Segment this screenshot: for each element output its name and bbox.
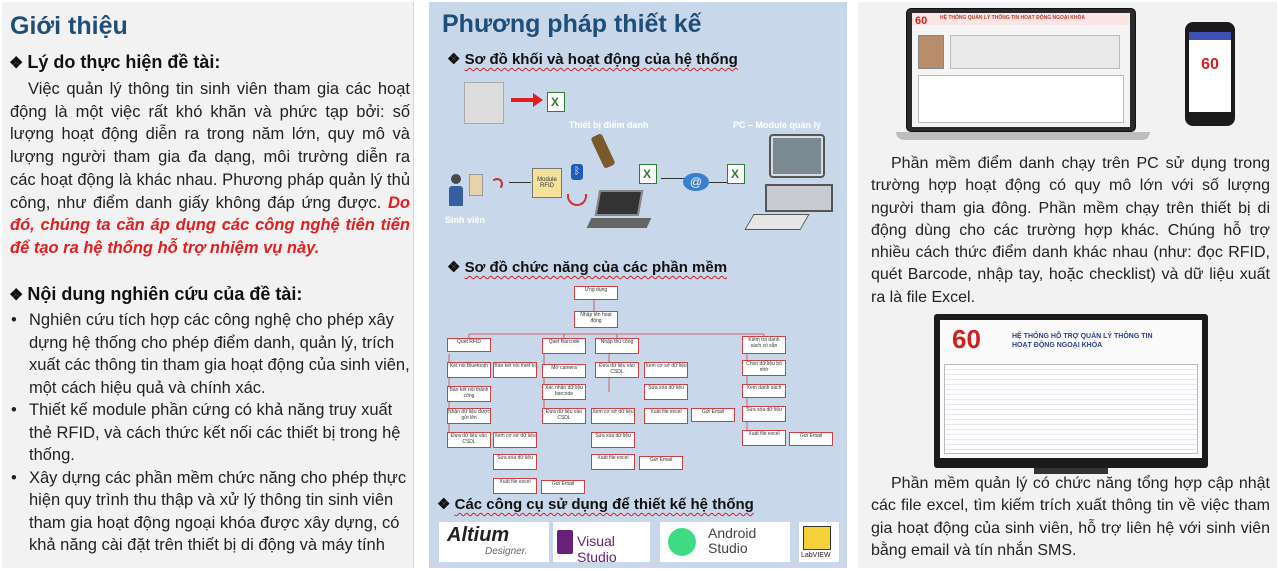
function-diagram-heading: ❖ Sơ đồ chức năng của các phần mềm <box>447 259 728 276</box>
block-diagram-heading: ❖ Sơ đồ khối và hoạt động của hệ thống <box>447 51 738 68</box>
rfid-module-box: Module RFID <box>532 168 562 198</box>
visual-studio-logo: Visual Studio <box>553 522 650 562</box>
design-panel <box>429 2 847 568</box>
flow-node: Sửa xóa dữ liệu <box>493 454 537 470</box>
student-label: Sinh viên <box>445 215 486 225</box>
flow-node: Kết nối Bluetooth <box>447 362 491 378</box>
flow-node: Đưa dữ liệu vào CSDL <box>542 408 586 424</box>
flow-node: Nhận dữ liệu được gửi lên <box>447 408 491 424</box>
flow-node: Xem cơ sở dữ liệu <box>644 362 688 378</box>
android-studio-icon <box>668 528 696 556</box>
arrow-line <box>509 182 531 183</box>
rfid-card-image <box>464 82 504 124</box>
signal-icon <box>491 178 503 190</box>
email-icon: @ <box>683 173 709 191</box>
flow-node: Gửi Email <box>691 408 735 422</box>
research-item: • Nghiên cứu tích hợp các công nghệ cho phép xây dựng hệ thống cho phép điểm danh, quản lý, trích xuất các thông tin tham gia hoạt động của sinh viên, một cách hiệu quả và chính xác. <box>8 309 412 399</box>
pc-label: PC – Module quản lý <box>733 120 822 130</box>
flow-node: Xác nhận dữ liệu barcode <box>542 384 586 400</box>
student-photo <box>918 35 944 69</box>
research-list <box>8 309 412 557</box>
intro-title: Giới thiệu <box>10 12 128 40</box>
phone-app-screen <box>1189 32 1231 112</box>
app-badge-icon: 60 <box>952 324 981 354</box>
diamond-bullet-icon: ❖ <box>9 287 24 304</box>
flow-node: Gửi Email <box>639 456 683 470</box>
data-grid <box>944 364 1198 454</box>
flow-node: Xuất file excel <box>493 478 537 494</box>
reason-heading: ❖ Lý do thực hiện đề tài: <box>9 52 221 72</box>
flow-node: Báo kết nối thành công <box>447 386 491 402</box>
flow-node: Nhập tên hoạt động <box>574 311 618 328</box>
usb-cable-icon <box>567 194 587 206</box>
flow-node: Sửa xóa dữ liệu <box>644 384 688 400</box>
flow-node: Xem cơ sở dữ liệu <box>591 408 635 424</box>
excel-icon <box>547 92 565 112</box>
tools-heading: ❖ Các công cụ sử dụng để thiết kế hệ thống <box>437 496 754 513</box>
reason-emphasis: Do đó, chúng ta cần áp dụng các công nghệ tiên tiến để tạo ra hệ thống hỗ trợ nhiệm vụ này. <box>10 193 410 257</box>
reason-paragraph: Việc quản lý thông tin sinh viên tham gia các hoạt động là một việc rất khó khăn và phức tạp bởi: số lượng hoạt động diễn ra trong năm lớn, quy mô và lượng người tham gia đa dạng, môi trường diễn ra các hoạt động là khác nhau. Phương pháp quản lý thủ công, như điểm danh giấy không đáp ứng được. Do đó, chúng ta cần áp dụng các công nghệ tiên tiến để tạo ra hệ thống hỗ trợ nhiệm vụ này. <box>10 80 410 257</box>
flow-node: Bản kết nối thiết bị <box>493 362 537 378</box>
arrow-right-icon <box>511 98 535 102</box>
flow-node: Mở camera <box>542 364 586 378</box>
flow-node: Ứng dụng <box>574 286 618 300</box>
diamond-bullet-icon: ❖ <box>447 51 461 68</box>
flow-node: Đưa dữ liệu vào CSDL <box>447 432 491 448</box>
labview-icon <box>803 526 831 550</box>
device-label: Thiết bị điểm danh <box>569 120 649 130</box>
labview-logo: LabVIEW <box>799 522 839 562</box>
flow-node: Gửi Email <box>541 480 585 494</box>
excel-icon <box>639 164 657 184</box>
laptop-screenshot <box>898 8 1148 146</box>
intro-panel <box>2 2 414 568</box>
diamond-bullet-icon: ❖ <box>437 496 451 513</box>
flow-node: Xem cơ sở dữ liệu <box>493 432 537 448</box>
monitor-app-screen: 60 HỆ THỐNG HỖ TRỢ QUẢN LÝ THÔNG TIN HOẠT ĐỘNG NGOẠI KHÓA <box>940 320 1202 458</box>
flow-node: Sửa xóa dữ liệu <box>742 406 786 422</box>
results-panel <box>858 2 1277 568</box>
altium-logo: Altium Designer. <box>439 522 549 562</box>
research-item: • Xây dựng các phần mềm chức năng cho phép thực hiện quy trình thu thập và xử lý thông tin sinh viên tham gia hoạt động ngoại khóa được xây dựng, có khả năng cài đặt trên thiết bị di động và máy tính <box>8 467 412 557</box>
block-diagram <box>439 74 839 254</box>
id-card-icon <box>469 174 483 196</box>
monitor-screenshot <box>934 314 1208 474</box>
flow-node: Quét Barcode <box>542 338 586 354</box>
arrow-line <box>709 182 729 183</box>
flow-node: Xem danh sách <box>742 384 786 398</box>
app-badge-icon: 60 <box>1201 56 1219 73</box>
flow-node: Nhập thủ công <box>595 338 639 354</box>
flow-node: Xuất file excel <box>644 408 688 424</box>
android-studio-logo: Android Studio <box>660 522 790 562</box>
attendance-caption: Phần mềm điểm danh chạy trên PC sử dụng trong trường hợp hoạt động có quy mô lớn với số lượng người tham gia đông. Phần mềm chạy trên thiết bị di động dùng cho các trường hợp khác. Chúng hỗ trợ nhiều cách thức điểm danh khác nhau (như: đọc RFID, quét Barcode, nhập tay, hoặc checklist) và dữ liệu xuất ra là file Excel. <box>871 155 1270 306</box>
flow-node: Xuất file excel <box>742 430 786 446</box>
design-title: Phương pháp thiết kế <box>442 10 702 38</box>
flow-node: Kiểm tra danh sách có sẵn <box>742 336 786 354</box>
arrow-head-icon <box>533 93 543 107</box>
desktop-pc-icon <box>759 134 839 234</box>
flow-node: Quét RFID <box>447 338 491 352</box>
laptop-app-screen: HỆ THỐNG QUẢN LÝ THÔNG TIN HOẠT ĐỘNG NGOẠI KHÓA 60 <box>912 13 1130 127</box>
flow-node: Xuất file excel <box>591 454 635 470</box>
barcode-scanner-icon <box>590 133 615 169</box>
research-heading: ❖ Nội dung nghiên cứu của đề tài: <box>9 284 303 304</box>
laptop-icon <box>589 190 649 230</box>
diamond-bullet-icon: ❖ <box>9 55 24 72</box>
phone-screenshot <box>1185 22 1235 126</box>
management-caption: Phần mềm quản lý có chức năng tổng hợp cập nhật các file excel, tìm kiếm trích xuất thông tin về việc tham gia hoạt động của sinh viên, hỗ trợ liên hệ với sinh viên bằng email và tín nhắn SMS. <box>871 475 1270 559</box>
flow-chart <box>429 282 847 512</box>
excel-icon <box>727 164 745 184</box>
flow-node: Sửa xóa dữ liệu <box>591 432 635 448</box>
research-item: • Thiết kế module phần cứng có khả năng truy xuất thẻ RFID, và cách thức kết nối các thiết bị trong hệ thống. <box>8 399 412 467</box>
bluetooth-icon: ᛒ <box>571 164 583 180</box>
flow-node: Đưa dữ liệu vào CSDL <box>595 362 639 378</box>
visual-studio-icon <box>557 530 573 554</box>
flow-node: Chọn dữ liệu bổ nhớ <box>742 360 786 376</box>
flow-node: Gửi Email <box>789 432 833 446</box>
app-badge-icon: 60 <box>915 15 928 27</box>
student-figure-icon <box>449 174 463 206</box>
diamond-bullet-icon: ❖ <box>447 259 461 276</box>
